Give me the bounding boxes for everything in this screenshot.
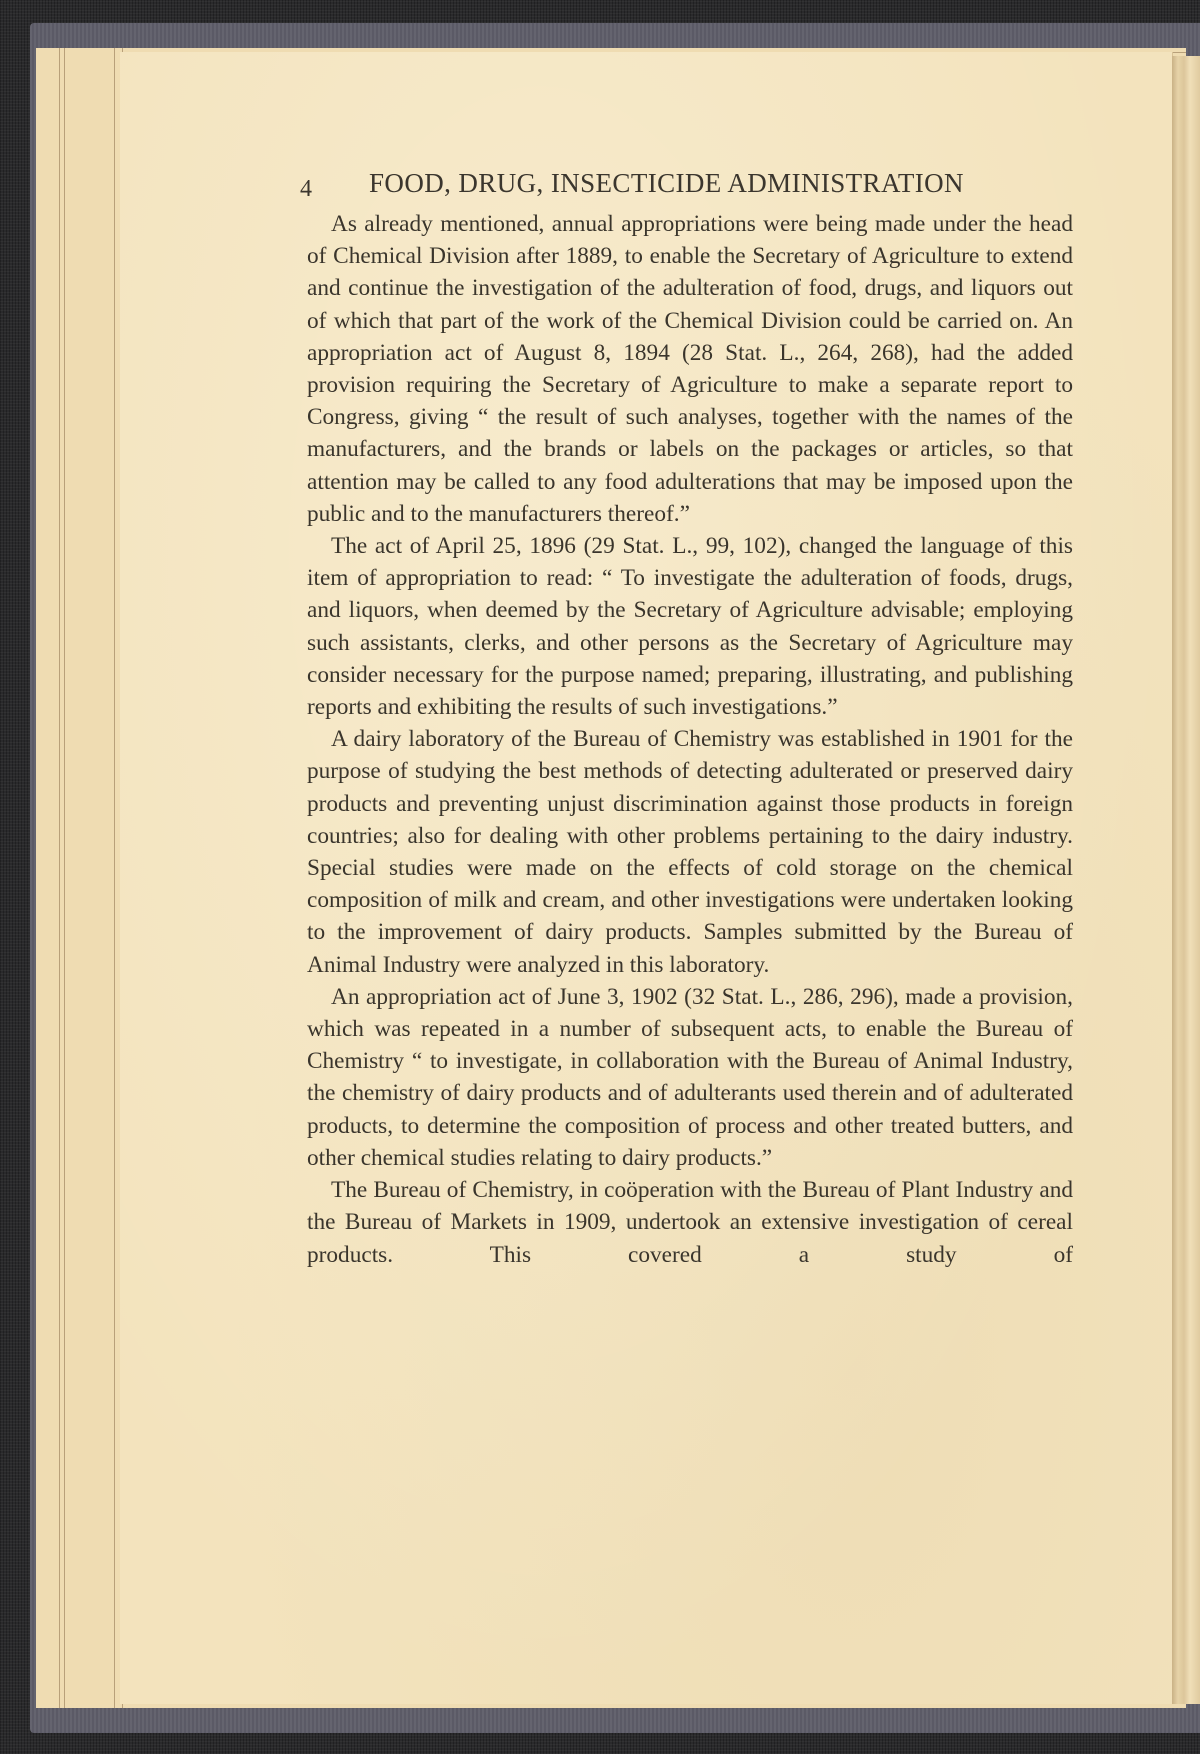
paragraph: The act of April 25, 1896 (29 Stat. L., 99, 102), changed the language of this item of appropriation to read: “ To investigate the adulteration of foods, drugs, and liquors, when deemed by the Secretary of Agriculture advisable; employing such assistants, clerks, and other persons as the Secretary of Agriculture may consider necessary for the purpose named; preparing, illustrating, and publishing reports and exhibiting the results of such investigations.”	[307, 533, 1073, 721]
paragraph: A dairy laboratory of the Bureau of Chemistry was established in 1901 for the purpose of studying the best methods of detecting adulterated or preserved dairy products and preventing unjust discrimination against those products in foreign countries; also for dealing with other problems pertaining to the dairy industry. Special studies were made on the effects of cold storage on the chemical composition of milk and cream, and other investigations were undertaken looking to the improvement of dairy products. Samples submitted by the Bureau of Animal Industry were analyzed in this laboratory.	[307, 726, 1073, 978]
page-content	[300, 168, 1073, 1271]
ruled-line	[59, 48, 60, 1708]
running-title: FOOD, DRUG, INSECTICIDE ADMINISTRATION	[369, 168, 964, 198]
page-number: 4	[300, 176, 313, 202]
page-edges	[1172, 56, 1200, 1704]
paragraph: The Bureau of Chemistry, in coöperation with the Bureau of Plant Industry and the Bureau of Markets in 1909, undertook an extensive investigation of cereal products. This covered a study of	[307, 1177, 1073, 1268]
ruled-line	[114, 48, 115, 1708]
body-text	[307, 208, 1073, 1271]
paragraph: As already mentioned, annual appropriations were being made under the head of Chemical Division after 1889, to enable the Secretary of Agriculture to extend and continue the investigation of the adulteration of food, drugs, and liquors out of which that part of the work of the Chemical Division could be carried on. An appropriation act of August 8, 1894 (28 Stat. L., 264, 268), had the added provision requiring the Secretary of Agriculture to make a separate report to Congress, giving “ the result of such analyses, together with the names of the manufacturers, and the brands or labels on the packages or articles, so that attention may be called to any food adulterations that may be imposed upon the public and to the manufacturers thereof.”	[307, 211, 1073, 527]
paragraph: An appropriation act of June 3, 1902 (32 Stat. L., 286, 296), made a provision, which was repeated in a number of subsequent acts, to enable the Bureau of Chemistry “ to investigate, in collaboration with the Bureau of Animal Industry, the chemistry of dairy products and of adulterants used therein and of adulterated products, to determine the composition of process and other treated butters, and other chemical studies relating to dairy products.”	[307, 983, 1073, 1171]
running-head	[300, 168, 1073, 208]
ruled-line	[64, 48, 65, 1708]
